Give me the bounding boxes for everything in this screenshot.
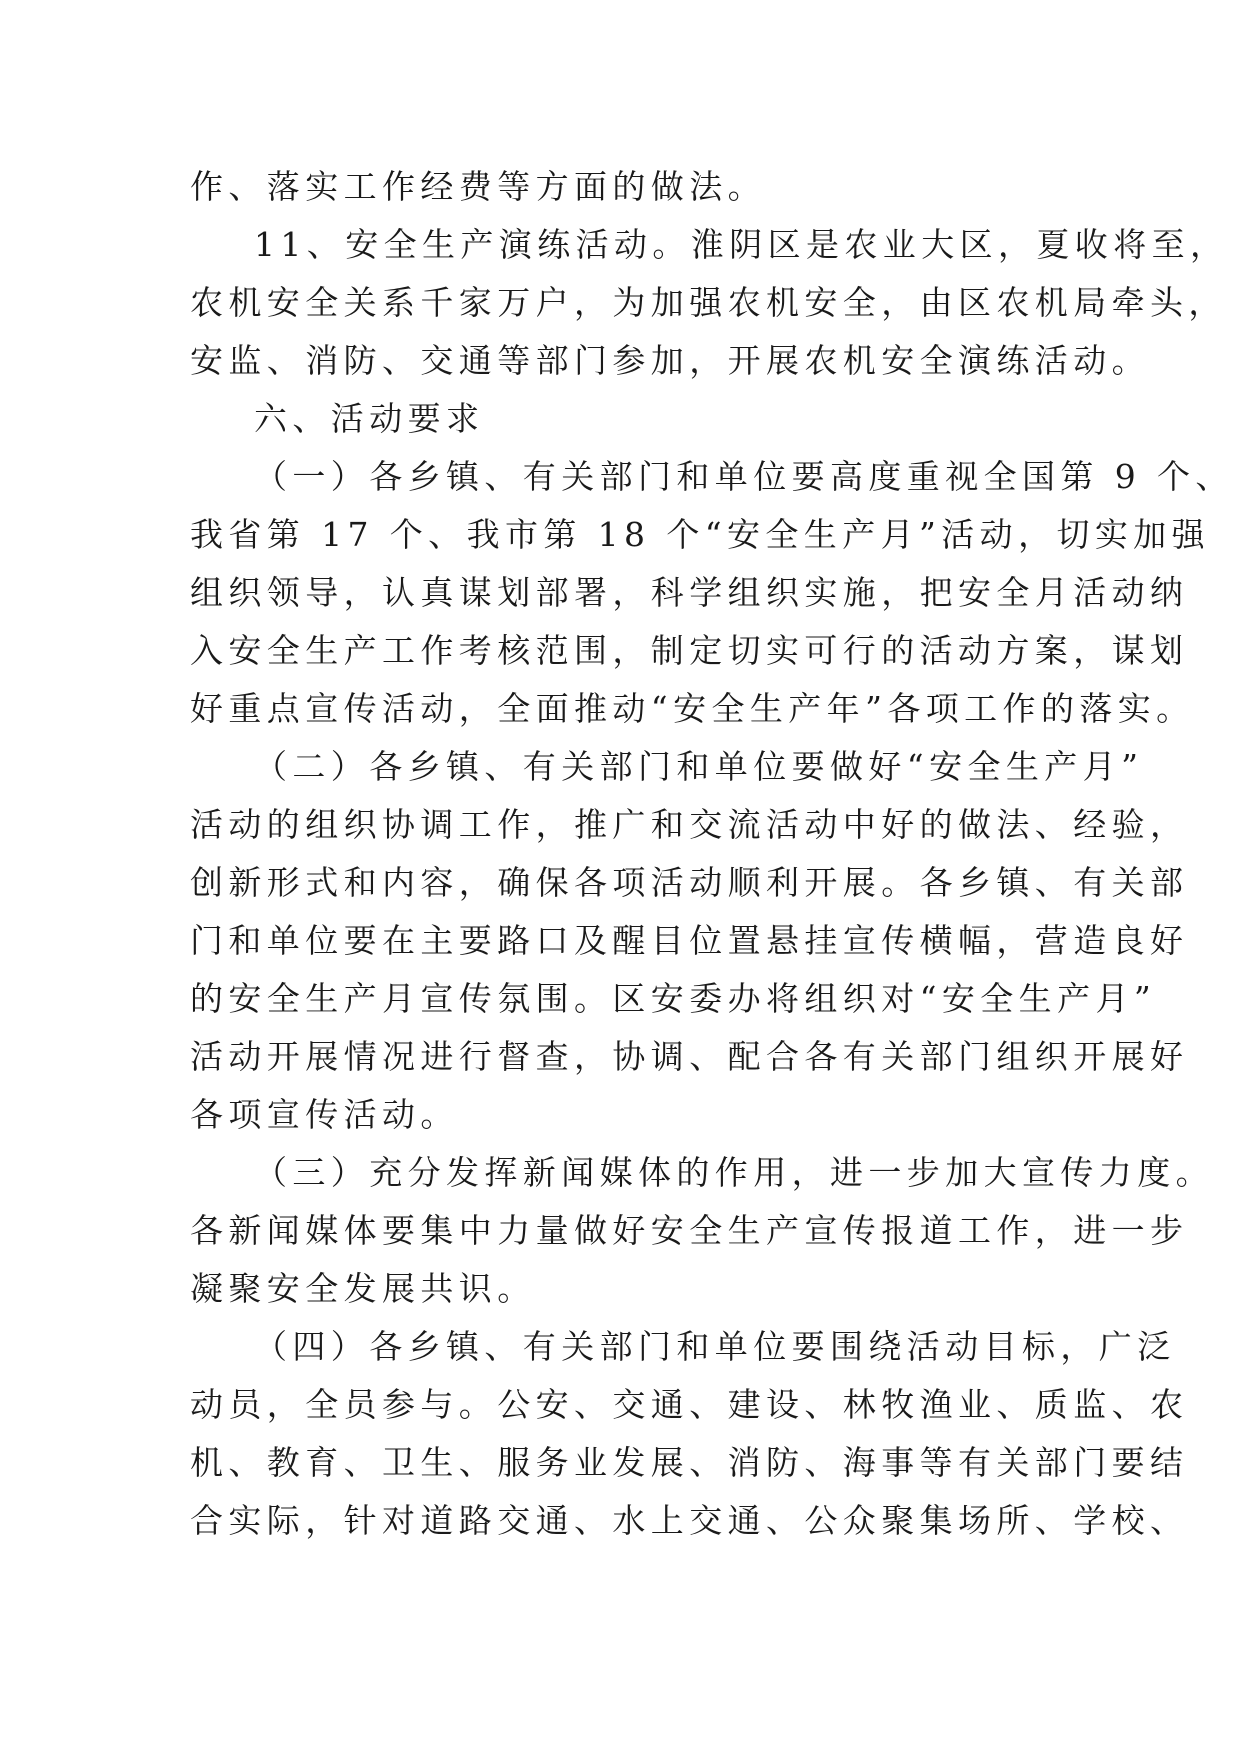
text-line: 各新闻媒体要集中力量做好安全生产宣传报道工作，进一步 bbox=[190, 1211, 1189, 1250]
text-line: 作、落实工作经费等方面的做法。 bbox=[190, 167, 766, 206]
text-line: （四）各乡镇、有关部门和单位要围绕活动目标，广泛 bbox=[254, 1327, 1176, 1366]
text-line: 入安全生产工作考核范围，制定切实可行的活动方案，谋划 bbox=[190, 631, 1189, 670]
text-line: 的安全生产月宣传氛围。区安委办将组织对“安全生产月” bbox=[190, 979, 1157, 1018]
text-line: 活动开展情况进行督查，协调、配合各有关部门组织开展好 bbox=[190, 1037, 1189, 1076]
text-line: 凝聚安全发展共识。 bbox=[190, 1269, 536, 1308]
text-line: 安监、消防、交通等部门参加，开展农机安全演练活动。 bbox=[190, 341, 1150, 380]
text-line: （一）各乡镇、有关部门和单位要高度重视全国第 9 个、 bbox=[254, 457, 1234, 496]
text-line: 各项宣传活动。 bbox=[190, 1095, 459, 1134]
text-line: 活动的组织协调工作，推广和交流活动中好的做法、经验， bbox=[190, 805, 1189, 844]
text-line: （二）各乡镇、有关部门和单位要做好“安全生产月” bbox=[254, 747, 1144, 786]
text-line: 组织领导，认真谋划部署，科学组织实施，把安全月活动纳 bbox=[190, 573, 1189, 612]
text-line: 好重点宣传活动，全面推动“安全生产年”各项工作的落实。 bbox=[190, 689, 1195, 728]
text-line: 我省第 17 个、我市第 18 个“安全生产月”活动，切实加强 bbox=[190, 515, 1211, 554]
text-line: 农机安全关系千家万户，为加强农机安全，由区农机局牵头， bbox=[190, 283, 1227, 322]
text-line: 合实际，针对道路交通、水上交通、公众聚集场所、学校、 bbox=[190, 1501, 1189, 1540]
text-line: 11、安全生产演练活动。淮阴区是农业大区，夏收将至， bbox=[254, 225, 1229, 264]
text-line: 门和单位要在主要路口及醒目位置悬挂宣传横幅，营造良好 bbox=[190, 921, 1189, 960]
text-line: 创新形式和内容，确保各项活动顺利开展。各乡镇、有关部 bbox=[190, 863, 1189, 902]
text-line: 动员，全员参与。公安、交通、建设、林牧渔业、质监、农 bbox=[190, 1385, 1189, 1424]
text-line: 机、教育、卫生、服务业发展、消防、海事等有关部门要结 bbox=[190, 1443, 1189, 1482]
section-heading: 六、活动要求 bbox=[254, 399, 485, 438]
text-line: （三）充分发挥新闻媒体的作用，进一步加大宣传力度。 bbox=[254, 1153, 1214, 1192]
